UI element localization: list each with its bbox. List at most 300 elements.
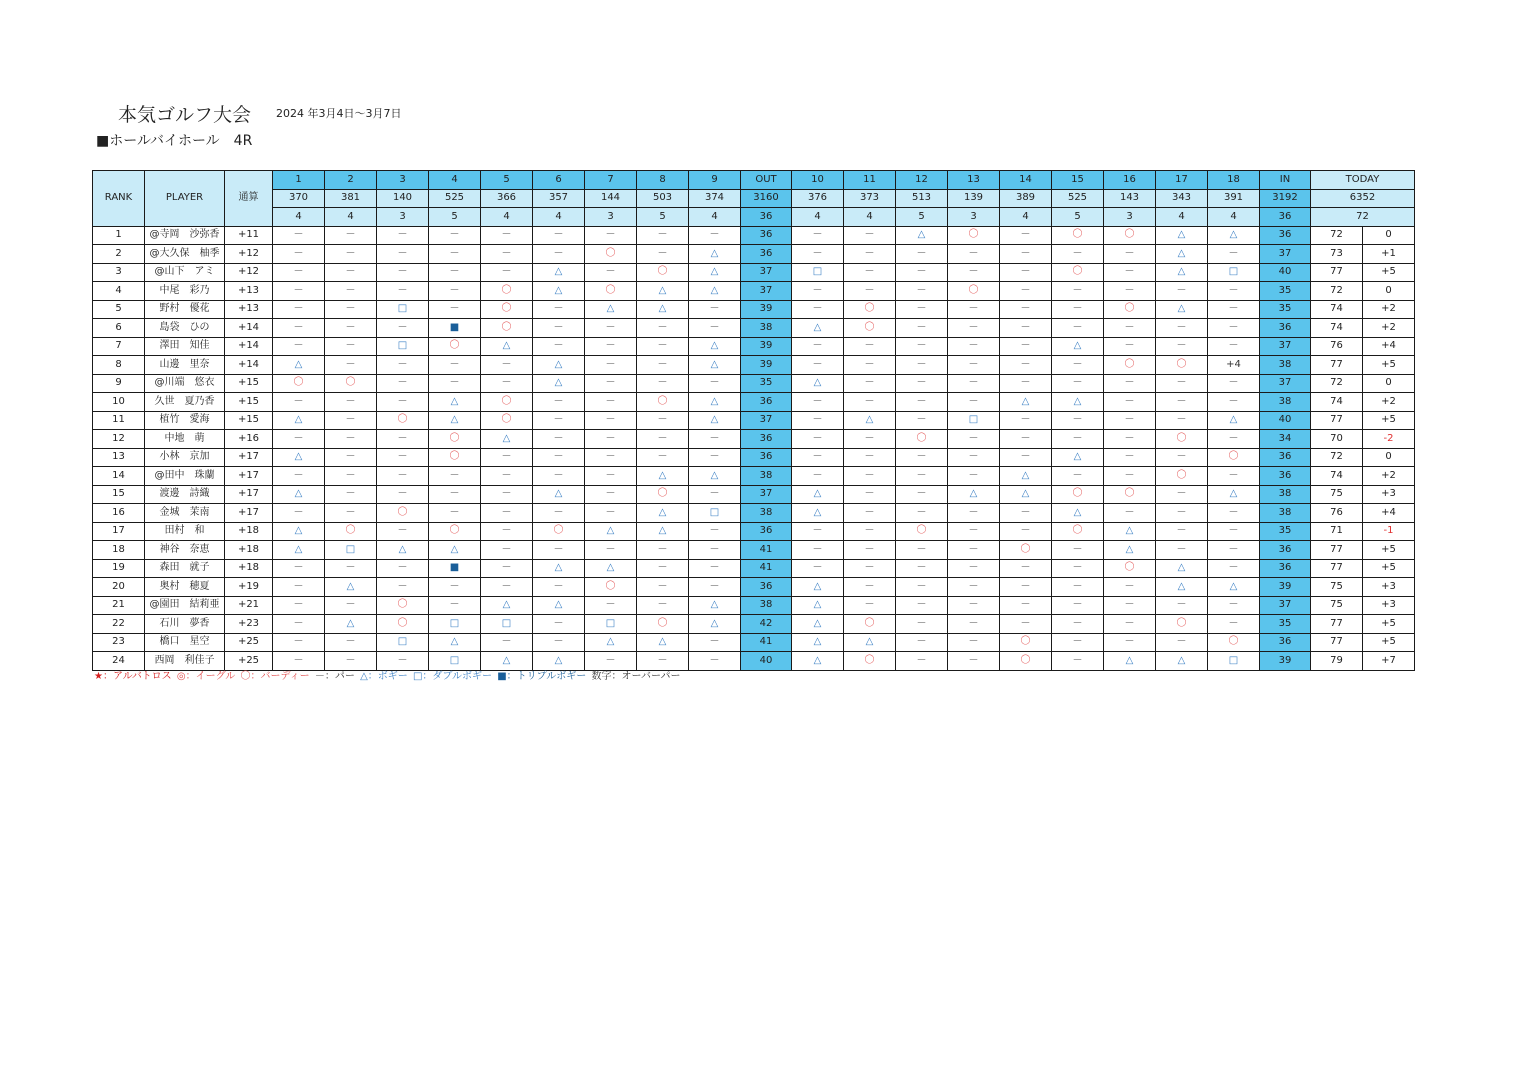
hole-score: － bbox=[377, 578, 429, 597]
hole-score: － bbox=[637, 448, 689, 467]
hole-score: △ bbox=[273, 411, 325, 430]
hole-score: － bbox=[896, 411, 948, 430]
tournament-date: 2024 年3月4日～3月7日 bbox=[276, 107, 402, 120]
hole-number: 8 bbox=[637, 171, 689, 190]
hole-score: － bbox=[325, 559, 377, 578]
total-score: +14 bbox=[225, 356, 273, 375]
player-name: 中尾 彩乃 bbox=[145, 282, 225, 301]
hole-score: △ bbox=[325, 578, 377, 597]
hole-score: － bbox=[948, 448, 1000, 467]
hole-score: － bbox=[585, 448, 637, 467]
total-score: +25 bbox=[225, 652, 273, 671]
hole-score: － bbox=[429, 485, 481, 504]
hole-score: － bbox=[1052, 652, 1104, 671]
hole-yardage: 525 bbox=[1052, 189, 1104, 208]
hole-par: 4 bbox=[325, 208, 377, 227]
hole-score: □ bbox=[429, 652, 481, 671]
hole-score: － bbox=[792, 356, 844, 375]
hole-score: － bbox=[844, 282, 896, 301]
out-score: 38 bbox=[741, 504, 792, 523]
hole-score: △ bbox=[844, 411, 896, 430]
out-score: 41 bbox=[741, 633, 792, 652]
hole-score: － bbox=[637, 559, 689, 578]
rank-cell: 15 bbox=[93, 485, 145, 504]
hole-score: － bbox=[325, 448, 377, 467]
hole-score: － bbox=[585, 263, 637, 282]
rank-cell: 6 bbox=[93, 319, 145, 338]
hole-score: △ bbox=[325, 615, 377, 634]
hole-score: － bbox=[896, 559, 948, 578]
hole-score: － bbox=[637, 337, 689, 356]
hole-score: 〇 bbox=[429, 337, 481, 356]
hole-score: － bbox=[844, 448, 896, 467]
hole-number: 7 bbox=[585, 171, 637, 190]
hole-score: 〇 bbox=[1052, 263, 1104, 282]
today-score: 77 bbox=[1311, 615, 1363, 634]
hole-score: － bbox=[481, 504, 533, 523]
hole-score: － bbox=[585, 652, 637, 671]
hole-score: － bbox=[429, 282, 481, 301]
hole-score: － bbox=[533, 504, 585, 523]
hole-score: － bbox=[1052, 559, 1104, 578]
hole-score: － bbox=[273, 559, 325, 578]
hole-score: － bbox=[896, 467, 948, 486]
rank-cell: 23 bbox=[93, 633, 145, 652]
hole-score: － bbox=[844, 356, 896, 375]
hole-score: 〇 bbox=[481, 411, 533, 430]
hole-score: － bbox=[1000, 226, 1052, 245]
hole-score: － bbox=[844, 393, 896, 412]
hole-score: － bbox=[585, 430, 637, 449]
hole-score: － bbox=[1156, 485, 1208, 504]
hole-score: 〇 bbox=[429, 448, 481, 467]
today-score: 77 bbox=[1311, 263, 1363, 282]
hole-score: － bbox=[1208, 541, 1260, 560]
hole-score: 〇 bbox=[637, 393, 689, 412]
out-score: 36 bbox=[741, 522, 792, 541]
hole-score: － bbox=[844, 596, 896, 615]
rank-cell: 21 bbox=[93, 596, 145, 615]
hole-score: － bbox=[585, 393, 637, 412]
hole-yardage: 144 bbox=[585, 189, 637, 208]
today-diff: +2 bbox=[1363, 300, 1415, 319]
hole-score: － bbox=[948, 337, 1000, 356]
hole-score: － bbox=[948, 596, 1000, 615]
hole-score: 〇 bbox=[377, 411, 429, 430]
hole-score: － bbox=[689, 522, 741, 541]
today-diff: +5 bbox=[1363, 615, 1415, 634]
hole-score: － bbox=[689, 300, 741, 319]
hole-yardage: 391 bbox=[1208, 189, 1260, 208]
hole-score: 〇 bbox=[481, 319, 533, 338]
hole-score: 〇 bbox=[273, 374, 325, 393]
hole-score: △ bbox=[533, 374, 585, 393]
hole-yardage: 373 bbox=[844, 189, 896, 208]
hole-score: － bbox=[896, 319, 948, 338]
hole-score: － bbox=[377, 282, 429, 301]
in-score: 36 bbox=[1260, 319, 1311, 338]
hole-score: － bbox=[1052, 411, 1104, 430]
player-name: 植竹 愛海 bbox=[145, 411, 225, 430]
hole-score: － bbox=[792, 522, 844, 541]
hole-score: － bbox=[1052, 282, 1104, 301]
hole-yardage: 381 bbox=[325, 189, 377, 208]
hole-par: 3 bbox=[585, 208, 637, 227]
hole-score: － bbox=[1156, 522, 1208, 541]
hole-score: △ bbox=[533, 652, 585, 671]
today-diff: +5 bbox=[1363, 263, 1415, 282]
hole-score: － bbox=[844, 263, 896, 282]
hole-score: － bbox=[1208, 504, 1260, 523]
hole-score: － bbox=[1208, 393, 1260, 412]
hole-score: － bbox=[896, 337, 948, 356]
hole-score: － bbox=[377, 448, 429, 467]
today-diff: +2 bbox=[1363, 319, 1415, 338]
hole-score: － bbox=[689, 541, 741, 560]
in-score: 37 bbox=[1260, 245, 1311, 264]
player-name: 中地 萌 bbox=[145, 430, 225, 449]
hole-score: △ bbox=[1156, 300, 1208, 319]
hole-score: 〇 bbox=[429, 430, 481, 449]
hole-score: － bbox=[792, 245, 844, 264]
hole-score: － bbox=[429, 263, 481, 282]
rank-cell: 24 bbox=[93, 652, 145, 671]
hole-score: △ bbox=[1208, 578, 1260, 597]
player-row bbox=[93, 615, 1415, 634]
hole-score: － bbox=[481, 633, 533, 652]
hole-score: － bbox=[273, 578, 325, 597]
hole-score: □ bbox=[689, 504, 741, 523]
in-score: 38 bbox=[1260, 356, 1311, 375]
rank-cell: 17 bbox=[93, 522, 145, 541]
hole-score: － bbox=[429, 374, 481, 393]
rank-cell: 12 bbox=[93, 430, 145, 449]
hole-score: △ bbox=[689, 393, 741, 412]
today-diff: 0 bbox=[1363, 282, 1415, 301]
hole-par: 3 bbox=[1104, 208, 1156, 227]
hole-score: 〇 bbox=[948, 226, 1000, 245]
player-name: 奥村 穂夏 bbox=[145, 578, 225, 597]
hole-score: － bbox=[585, 226, 637, 245]
out-score: 41 bbox=[741, 559, 792, 578]
hole-score: － bbox=[273, 245, 325, 264]
hole-score: － bbox=[429, 245, 481, 264]
player-row bbox=[93, 393, 1415, 412]
hole-score: － bbox=[1052, 596, 1104, 615]
hole-number: 4 bbox=[429, 171, 481, 190]
hole-score: △ bbox=[1156, 578, 1208, 597]
in-par: 36 bbox=[1260, 208, 1311, 227]
hole-par: 5 bbox=[429, 208, 481, 227]
hole-score: △ bbox=[533, 485, 585, 504]
total-score: +18 bbox=[225, 559, 273, 578]
today-diff: +5 bbox=[1363, 633, 1415, 652]
hole-score: － bbox=[429, 504, 481, 523]
today-score: 77 bbox=[1311, 411, 1363, 430]
hole-score: □ bbox=[1208, 263, 1260, 282]
hole-score: － bbox=[481, 226, 533, 245]
hole-score: － bbox=[1104, 504, 1156, 523]
hole-score: 〇 bbox=[1052, 485, 1104, 504]
rank-cell: 8 bbox=[93, 356, 145, 375]
hole-score: △ bbox=[429, 411, 481, 430]
hole-score: － bbox=[1052, 541, 1104, 560]
hole-score: － bbox=[1208, 374, 1260, 393]
total-header: 通算 bbox=[225, 171, 273, 227]
hole-yardage: 343 bbox=[1156, 189, 1208, 208]
hole-score: － bbox=[585, 485, 637, 504]
out-score: 39 bbox=[741, 356, 792, 375]
out-score: 36 bbox=[741, 226, 792, 245]
hole-score: － bbox=[1208, 245, 1260, 264]
today-diff: +4 bbox=[1363, 337, 1415, 356]
hole-score: － bbox=[896, 615, 948, 634]
today-diff: +5 bbox=[1363, 356, 1415, 375]
hole-score: － bbox=[948, 633, 1000, 652]
today-score: 72 bbox=[1311, 226, 1363, 245]
hole-number: 18 bbox=[1208, 171, 1260, 190]
hole-score: 〇 bbox=[1156, 615, 1208, 634]
hole-score: 〇 bbox=[377, 596, 429, 615]
rank-cell: 3 bbox=[93, 263, 145, 282]
hole-number: 12 bbox=[896, 171, 948, 190]
hole-score: － bbox=[637, 652, 689, 671]
hole-score: □ bbox=[325, 541, 377, 560]
total-score: +12 bbox=[225, 263, 273, 282]
hole-score: 〇 bbox=[844, 319, 896, 338]
hole-score: － bbox=[585, 319, 637, 338]
hole-score: － bbox=[1104, 448, 1156, 467]
in-score: 36 bbox=[1260, 541, 1311, 560]
out-yardage: 3160 bbox=[741, 189, 792, 208]
hole-score: － bbox=[1052, 319, 1104, 338]
hole-score: □ bbox=[792, 263, 844, 282]
in-score: 39 bbox=[1260, 652, 1311, 671]
hole-score: 〇 bbox=[533, 522, 585, 541]
hole-score: － bbox=[1104, 319, 1156, 338]
hole-score: － bbox=[325, 282, 377, 301]
hole-score: － bbox=[273, 633, 325, 652]
hole-score: － bbox=[1052, 430, 1104, 449]
player-row bbox=[93, 282, 1415, 301]
hole-par: 4 bbox=[844, 208, 896, 227]
hole-score: － bbox=[948, 374, 1000, 393]
in-score: 37 bbox=[1260, 596, 1311, 615]
today-diff: 0 bbox=[1363, 374, 1415, 393]
hole-score: － bbox=[377, 559, 429, 578]
hole-score: △ bbox=[792, 319, 844, 338]
hole-score: － bbox=[1104, 411, 1156, 430]
player-name: 渡邊 詩織 bbox=[145, 485, 225, 504]
hole-score: － bbox=[1208, 319, 1260, 338]
hole-score: － bbox=[948, 430, 1000, 449]
hole-score: － bbox=[377, 374, 429, 393]
hole-score: △ bbox=[689, 282, 741, 301]
hole-score: － bbox=[948, 522, 1000, 541]
out-score: 41 bbox=[741, 541, 792, 560]
hole-score: － bbox=[1208, 430, 1260, 449]
hole-score: － bbox=[896, 504, 948, 523]
today-score: 75 bbox=[1311, 596, 1363, 615]
hole-score: － bbox=[948, 559, 1000, 578]
player-row bbox=[93, 374, 1415, 393]
in-score: 35 bbox=[1260, 300, 1311, 319]
hole-score: － bbox=[481, 578, 533, 597]
hole-yardage: 525 bbox=[429, 189, 481, 208]
today-diff: -2 bbox=[1363, 430, 1415, 449]
hole-yardage: 513 bbox=[896, 189, 948, 208]
rank-cell: 22 bbox=[93, 615, 145, 634]
hole-score: － bbox=[1208, 337, 1260, 356]
in-score: 40 bbox=[1260, 263, 1311, 282]
hole-score: － bbox=[844, 522, 896, 541]
hole-score: － bbox=[1000, 559, 1052, 578]
hole-score: △ bbox=[1000, 467, 1052, 486]
hole-score: △ bbox=[689, 411, 741, 430]
hole-par: 3 bbox=[377, 208, 429, 227]
today-diff: +1 bbox=[1363, 245, 1415, 264]
hole-score: － bbox=[481, 374, 533, 393]
today-score: 75 bbox=[1311, 485, 1363, 504]
hole-par: 4 bbox=[1208, 208, 1260, 227]
hole-score: － bbox=[1052, 578, 1104, 597]
rank-header: RANK bbox=[93, 171, 145, 227]
hole-yardage: 143 bbox=[1104, 189, 1156, 208]
hole-score: △ bbox=[1208, 485, 1260, 504]
out-score: 36 bbox=[741, 578, 792, 597]
hole-score: － bbox=[1000, 374, 1052, 393]
today-diff: +7 bbox=[1363, 652, 1415, 671]
hole-score: － bbox=[689, 559, 741, 578]
hole-score: － bbox=[1104, 467, 1156, 486]
hole-score: － bbox=[689, 226, 741, 245]
hole-score: 〇 bbox=[1052, 522, 1104, 541]
hole-par: 5 bbox=[637, 208, 689, 227]
legend-over-par: 数字：オーバーパー bbox=[591, 671, 681, 682]
hole-score: □ bbox=[429, 615, 481, 634]
hole-score: － bbox=[481, 541, 533, 560]
hole-score: － bbox=[1104, 374, 1156, 393]
hole-score: 〇 bbox=[896, 522, 948, 541]
hole-score: － bbox=[1104, 337, 1156, 356]
in-score: 39 bbox=[1260, 578, 1311, 597]
player-name: @川端 悠衣 bbox=[145, 374, 225, 393]
today-score: 72 bbox=[1311, 374, 1363, 393]
hole-score: － bbox=[1208, 300, 1260, 319]
today-score: 79 bbox=[1311, 652, 1363, 671]
hole-score: △ bbox=[792, 652, 844, 671]
hole-score: △ bbox=[792, 615, 844, 634]
in-score: 38 bbox=[1260, 504, 1311, 523]
rank-cell: 11 bbox=[93, 411, 145, 430]
hole-score: － bbox=[1208, 467, 1260, 486]
player-row bbox=[93, 356, 1415, 375]
hole-score: － bbox=[896, 300, 948, 319]
hole-score: 〇 bbox=[1104, 356, 1156, 375]
hole-score: － bbox=[325, 596, 377, 615]
hole-number: 11 bbox=[844, 171, 896, 190]
hole-score: △ bbox=[792, 504, 844, 523]
hole-score: － bbox=[273, 319, 325, 338]
hole-number: 5 bbox=[481, 171, 533, 190]
hole-score: － bbox=[1000, 615, 1052, 634]
rank-cell: 19 bbox=[93, 559, 145, 578]
hole-score: △ bbox=[429, 393, 481, 412]
today-score: 77 bbox=[1311, 633, 1363, 652]
hole-score: － bbox=[844, 430, 896, 449]
player-name: 澤田 知佳 bbox=[145, 337, 225, 356]
hole-score: △ bbox=[792, 485, 844, 504]
hole-score: △ bbox=[481, 430, 533, 449]
player-row bbox=[93, 245, 1415, 264]
player-row bbox=[93, 337, 1415, 356]
hole-score: － bbox=[533, 245, 585, 264]
hole-score: 〇 bbox=[844, 615, 896, 634]
today-diff: +3 bbox=[1363, 596, 1415, 615]
out-score: 39 bbox=[741, 300, 792, 319]
hole-score: △ bbox=[1156, 263, 1208, 282]
hole-score: △ bbox=[689, 337, 741, 356]
hole-score: △ bbox=[481, 652, 533, 671]
hole-score: － bbox=[637, 430, 689, 449]
hole-yardage: 139 bbox=[948, 189, 1000, 208]
hole-score: － bbox=[1156, 448, 1208, 467]
hole-score: － bbox=[1208, 615, 1260, 634]
in-score: 36 bbox=[1260, 226, 1311, 245]
hole-number: 10 bbox=[792, 171, 844, 190]
hole-score: － bbox=[325, 356, 377, 375]
player-name: @大久保 柚季 bbox=[145, 245, 225, 264]
hole-score: － bbox=[792, 226, 844, 245]
hole-score: － bbox=[481, 559, 533, 578]
out-score: 36 bbox=[741, 448, 792, 467]
today-diff: +5 bbox=[1363, 559, 1415, 578]
hole-score: － bbox=[325, 393, 377, 412]
hole-score: 〇 bbox=[1104, 559, 1156, 578]
hole-score: － bbox=[689, 319, 741, 338]
hole-par: 3 bbox=[948, 208, 1000, 227]
hole-score: － bbox=[1000, 263, 1052, 282]
hole-score: － bbox=[844, 578, 896, 597]
hole-score: － bbox=[689, 652, 741, 671]
today-diff: -1 bbox=[1363, 522, 1415, 541]
hole-score: 〇 bbox=[377, 504, 429, 523]
player-row bbox=[93, 541, 1415, 560]
hole-yardage: 140 bbox=[377, 189, 429, 208]
hole-score: － bbox=[273, 337, 325, 356]
hole-score: － bbox=[792, 541, 844, 560]
hole-score: － bbox=[1000, 245, 1052, 264]
hole-score: 〇 bbox=[429, 522, 481, 541]
hole-score: 〇 bbox=[585, 578, 637, 597]
out-score: 40 bbox=[741, 652, 792, 671]
hole-score: － bbox=[273, 652, 325, 671]
hole-score: － bbox=[637, 226, 689, 245]
hole-score: － bbox=[533, 337, 585, 356]
hole-score: － bbox=[585, 596, 637, 615]
total-score: +12 bbox=[225, 245, 273, 264]
out-score: 36 bbox=[741, 245, 792, 264]
rank-cell: 9 bbox=[93, 374, 145, 393]
in-score: 38 bbox=[1260, 485, 1311, 504]
hole-score: － bbox=[948, 319, 1000, 338]
hole-score: － bbox=[1104, 430, 1156, 449]
hole-score: － bbox=[585, 337, 637, 356]
hole-score: － bbox=[377, 485, 429, 504]
hole-score: △ bbox=[585, 559, 637, 578]
out-score: 36 bbox=[741, 430, 792, 449]
hole-score: － bbox=[637, 374, 689, 393]
